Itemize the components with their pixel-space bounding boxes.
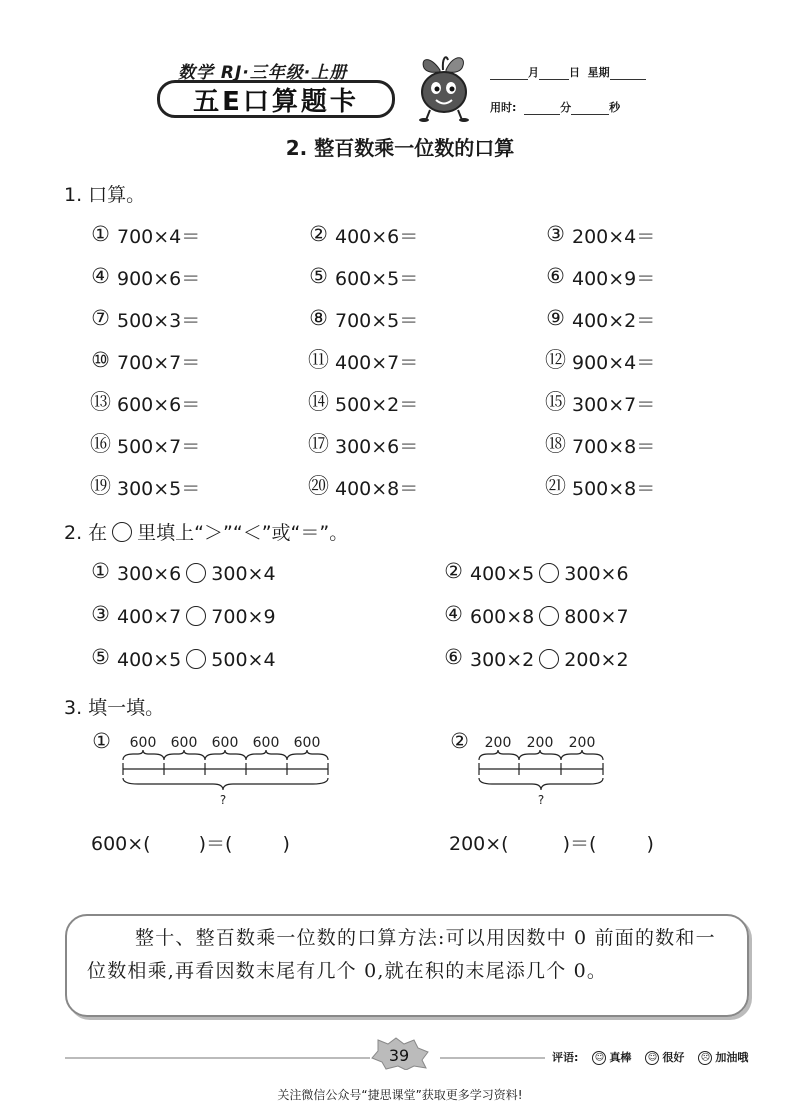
oral-calc-problem (308, 222, 468, 249)
second-blank[interactable] (571, 102, 609, 115)
oral-calc-problem (90, 306, 250, 333)
compare-right: 800×7 (564, 606, 629, 628)
problem-expression: 400×6＝ (335, 226, 419, 248)
subject-label: 数学 RJ·三年级·上册 (178, 63, 348, 83)
problem-number: ⑰ (308, 432, 329, 456)
brand-logo (157, 80, 395, 118)
oral-calc-problem (90, 222, 250, 249)
compare-left: 400×7 (117, 606, 182, 628)
section1-heading: 1. 口算。 (64, 184, 146, 206)
section3-heading: 3. 填一填。 (64, 697, 165, 719)
problem-number: ⑤ (91, 645, 110, 669)
problem-expression: 900×6＝ (117, 268, 201, 290)
problem-number: ⑩ (91, 348, 110, 372)
oral-calc-problem (308, 264, 468, 291)
compare-circle-input[interactable] (539, 563, 559, 583)
problem-number: ⑯ (90, 432, 111, 456)
problem-expression: 500×3＝ (117, 310, 201, 332)
problem-number: ⑧ (309, 306, 328, 330)
problem-number: ⑭ (308, 390, 329, 414)
problem-expression: 500×2＝ (335, 394, 419, 416)
month-blank[interactable] (490, 67, 528, 80)
grin-face-icon: ☺ (592, 1051, 606, 1065)
problem-number: ⑲ (90, 474, 111, 498)
oral-calc-problem (545, 222, 705, 249)
problem-expression: 200×4＝ (572, 226, 656, 248)
problem-number: ⑥ (444, 645, 463, 669)
compare-left: 300×6 (117, 563, 182, 585)
problem-number: ⑬ (90, 390, 111, 414)
diagram1-label-1: 600 (129, 735, 157, 751)
diagram2-label-2: 200 (526, 735, 554, 751)
compare-left: 600×8 (470, 606, 535, 628)
problem-expression: 300×5＝ (117, 478, 201, 500)
compare-right: 300×4 (211, 563, 276, 585)
compare-problem (90, 647, 276, 671)
problem-number: ⑪ (308, 348, 329, 372)
tip-box (65, 914, 749, 1017)
footer-note: 关注微信公众号“捷思课堂”获取更多学习资料! (277, 1088, 523, 1102)
oral-calc-problem (90, 474, 250, 501)
problem-number: ⑥ (546, 264, 565, 288)
compare-right: 700×9 (211, 606, 276, 628)
rating-bar: 评语: ☺ 真棒 ☺ 很好 ☹ 加油哦 (552, 1051, 749, 1064)
tip-text: 整十、整百数乘一位数的口算方法:可以用因数中 0 前面的数和一位数相乘,再看因数末尾有几个 0,就在积的末尾添几个 0。 (87, 927, 716, 982)
compare-problem (443, 561, 629, 585)
problem-number: ㉑ (545, 474, 566, 498)
radish-mascot-icon (410, 50, 480, 122)
problem-expression: 700×8＝ (572, 436, 656, 458)
oral-calc-problem (308, 474, 468, 501)
page-number-banner (60, 1036, 550, 1070)
date-field: 月 日 星期 (490, 64, 646, 80)
oral-calc-problem (545, 432, 705, 459)
problem-expression: 400×8＝ (335, 478, 419, 500)
oral-calc-problem (90, 264, 250, 291)
diagram1-label-2: 600 (170, 735, 198, 751)
compare-left: 400×5 (470, 563, 535, 585)
compare-problem (90, 561, 276, 585)
problem-expression: 400×9＝ (572, 268, 656, 290)
compare-circle-input[interactable] (186, 649, 206, 669)
compare-left: 400×5 (117, 649, 182, 671)
problem-number: ② (444, 559, 463, 583)
problem-expression: 600×6＝ (117, 394, 201, 416)
problem-expression: 700×5＝ (335, 310, 419, 332)
formula-1: 600×( )＝( ) (91, 833, 290, 855)
compare-circle-input[interactable] (539, 649, 559, 669)
problem-number: ⑤ (309, 264, 328, 288)
diagram1-label-4: 600 (252, 735, 280, 751)
problem-number: ⑮ (545, 390, 566, 414)
oral-calc-problem (308, 348, 468, 375)
page-number: 39 (388, 1046, 410, 1065)
smile-face-icon: ☺ (645, 1051, 659, 1065)
problem-number: ① (91, 559, 110, 583)
diagram1-question: ? (219, 793, 227, 807)
oral-calc-problem (90, 432, 250, 459)
formula-2: 200×( )＝( ) (449, 833, 654, 855)
problem-expression: 400×2＝ (572, 310, 656, 332)
compare-circle-input[interactable] (186, 563, 206, 583)
problem-number: ⑱ (545, 432, 566, 456)
circle-symbol-icon (112, 522, 132, 542)
oral-calc-problem (90, 348, 250, 375)
compare-problem (90, 604, 276, 628)
diagram2-label-3: 200 (568, 735, 596, 751)
oral-calc-problem (545, 264, 705, 291)
problem-number: ① (91, 222, 110, 246)
weekday-blank[interactable] (610, 67, 646, 80)
diagram2-number: ② (450, 729, 469, 753)
oral-calc-problem (545, 348, 705, 375)
problem-number: ⑫ (545, 348, 566, 372)
compare-right: 300×6 (564, 563, 629, 585)
problem-number: ④ (444, 602, 463, 626)
diagram2-question: ? (537, 793, 545, 807)
rating-option-3[interactable]: ☹ 加油哦 (698, 1049, 748, 1065)
problem-expression: 900×4＝ (572, 352, 656, 374)
rating-option-1[interactable]: ☺ 真棒 (592, 1049, 631, 1065)
brand-text: 五E口算题卡 (193, 86, 359, 117)
compare-circle-input[interactable] (539, 606, 559, 626)
oral-calc-problem (308, 306, 468, 333)
oral-calc-problem (545, 390, 705, 417)
compare-problem (443, 647, 629, 671)
problem-expression: 600×5＝ (335, 268, 419, 290)
minute-blank[interactable] (524, 102, 560, 115)
oral-calc-problem (90, 390, 250, 417)
problem-number: ④ (91, 264, 110, 288)
oral-calc-problem (308, 390, 468, 417)
page-title: 2. 整百数乘一位数的口算 (285, 136, 515, 160)
segment-diagram-1 (118, 732, 333, 812)
problem-expression: 300×7＝ (572, 394, 656, 416)
problem-expression: 400×7＝ (335, 352, 419, 374)
problem-number: ③ (546, 222, 565, 246)
problem-expression: 500×7＝ (117, 436, 201, 458)
problem-expression: 500×8＝ (572, 478, 656, 500)
problem-number: ⑨ (546, 306, 565, 330)
compare-left: 300×2 (470, 649, 535, 671)
diagram1-number: ① (92, 729, 111, 753)
diagram1-label-5: 600 (293, 735, 321, 751)
problem-number: ⑦ (91, 306, 110, 330)
problem-number: ⑳ (308, 474, 329, 498)
oral-calc-problem (308, 432, 468, 459)
oral-calc-problem (545, 474, 705, 501)
compare-problem (443, 604, 629, 628)
problem-expression: 700×7＝ (117, 352, 201, 374)
problem-expression: 700×4＝ (117, 226, 201, 248)
rating-option-2[interactable]: ☺ 很好 (645, 1049, 684, 1065)
problem-number: ③ (91, 602, 110, 626)
diagram1-label-3: 600 (211, 735, 239, 751)
section2-heading: 2. 在 里填上“＞”“＜”或“＝”。 (64, 522, 349, 544)
compare-right: 500×4 (211, 649, 276, 671)
segment-diagram-2 (474, 732, 614, 812)
compare-right: 200×2 (564, 649, 629, 671)
diagram2-label-1: 200 (484, 735, 512, 751)
time-field: 用时: 分 秒 (490, 101, 621, 114)
problem-number: ② (309, 222, 328, 246)
compare-circle-input[interactable] (186, 606, 206, 626)
cheer-face-icon: ☹ (698, 1051, 712, 1065)
day-blank[interactable] (539, 67, 569, 80)
oral-calc-problem (545, 306, 705, 333)
problem-expression: 300×6＝ (335, 436, 419, 458)
